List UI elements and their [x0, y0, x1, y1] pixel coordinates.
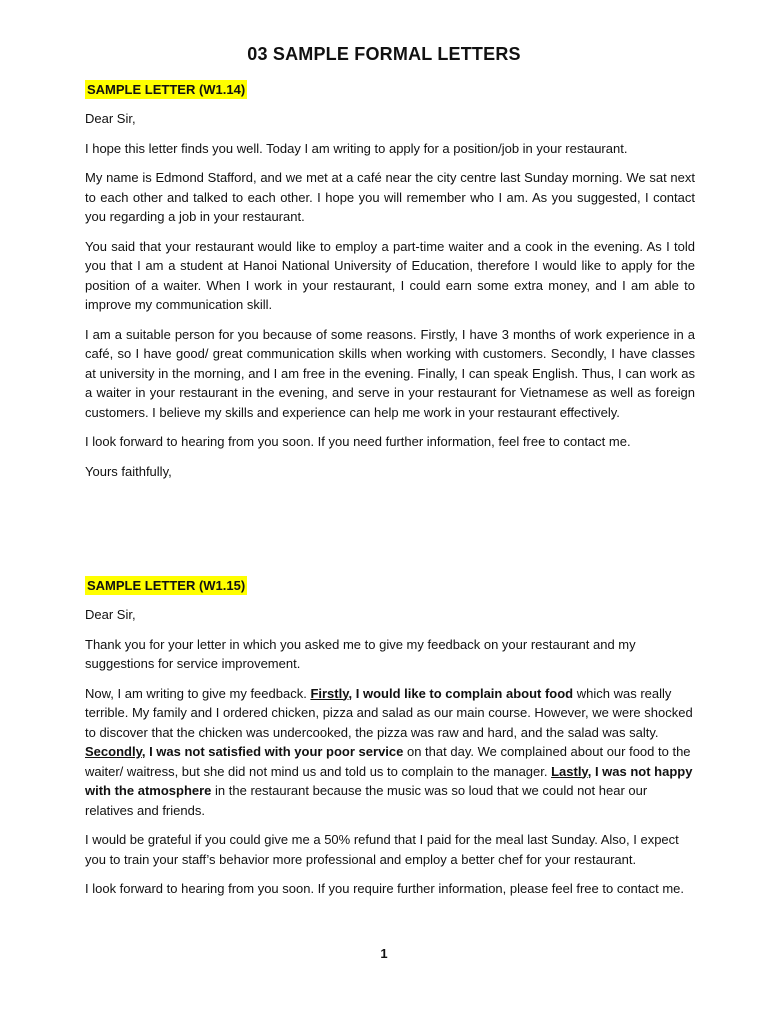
letter-paragraph: I look forward to hearing from you soon. If you need further information, feel free to contact me. — [85, 434, 631, 449]
letter-paragraph: Thank you for your letter in which you asked me to give my feedback on your restaurant and my suggestions for service improvement. — [85, 636, 636, 671]
letter-paragraph: I am a suitable person for you because of some reasons. Firstly, I have 3 months of work experience in a café, so I have good/ great communication skills when working with customers. Secondly, I have classes at university in the morning, and I am free in the evening. Finally, I can speak English. Thus, I can work as a waiter in your restaurant in the evening, and serve in your restaurant for Vietnamese as well as foreign customers. I believe my skills and experience can help me work in your restaurant effectively. — [85, 326, 695, 420]
emphasis-service: I was not satisfied with your poor service — [149, 744, 404, 759]
text-run: , — [141, 744, 150, 759]
text-run: , — [348, 685, 356, 701]
text-run: Now, I am writing to give my feedback. — [85, 685, 311, 701]
letter-paragraph: I would be grateful if you could give me a 50% refund that I paid for the meal last Sunday. Also, I expect you to train your staff’s behavior more professional and employ a better chef for your restaurant. — [85, 832, 679, 867]
text-run: on that day. We complained about our food to the waiter/ waitress, but she did not mind us and told us to complain to the manager. — [85, 744, 691, 779]
letter-paragraph: You said that your restaurant would like to employ a part-time waiter and a cook in the evening. As I told you that I am a student at Hanoi National University of Education, therefore I would like to apply for the position of a waiter. When I work in your restaurant, I could earn some extra money, and I am able to improve my communication skill. — [85, 238, 695, 312]
letter-paragraph: I look forward to hearing from you soon. If you require further information, please feel free to contact me. — [85, 881, 685, 896]
page-number: 1 — [380, 946, 388, 961]
page-title: 03 SAMPLE FORMAL LETTERS — [247, 44, 521, 64]
letter-paragraph-feedback — [85, 684, 695, 821]
letter-paragraph: My name is Edmond Stafford, and we met at a café near the city centre last Sunday morning. We sat next to each other and talked to each other. I hope you will remember who I am. As you suggested, I contact you regarding a job in your restaurant. — [85, 170, 695, 224]
letter-paragraph: I hope this letter finds you well. Today I am writing to apply for a position/job in your restaurant. — [85, 140, 628, 156]
letter-w1-15 — [85, 576, 695, 909]
text-run: , — [587, 763, 595, 779]
letter-label: SAMPLE LETTER (W1.15) — [87, 578, 246, 593]
letter-greeting: Dear Sir, — [85, 111, 136, 126]
emphasis-secondly: Secondly — [85, 744, 142, 759]
emphasis-complain: I would like to complain about food — [355, 685, 574, 701]
letter-w1-14 — [85, 80, 695, 491]
letter-greeting: Dear Sir, — [85, 607, 136, 622]
text-run: which was really terrible. My family and I ordered chicken, pizza and salad as our main course. However, we were shocked to discover that the chicken was undercooked, the pizza was raw and hard, and the salad was salty. — [85, 685, 693, 740]
letter-closing: Yours faithfully, — [85, 463, 172, 479]
letter-label: SAMPLE LETTER (W1.14) — [87, 82, 246, 97]
emphasis-lastly: Lastly — [551, 763, 588, 779]
emphasis-firstly: Firstly — [310, 685, 349, 701]
text-run: in the restaurant because the music was so loud that we could not hear our relatives and friends. — [85, 783, 648, 818]
emphasis-atmosphere: I was not happy with the atmosphere — [85, 763, 693, 798]
